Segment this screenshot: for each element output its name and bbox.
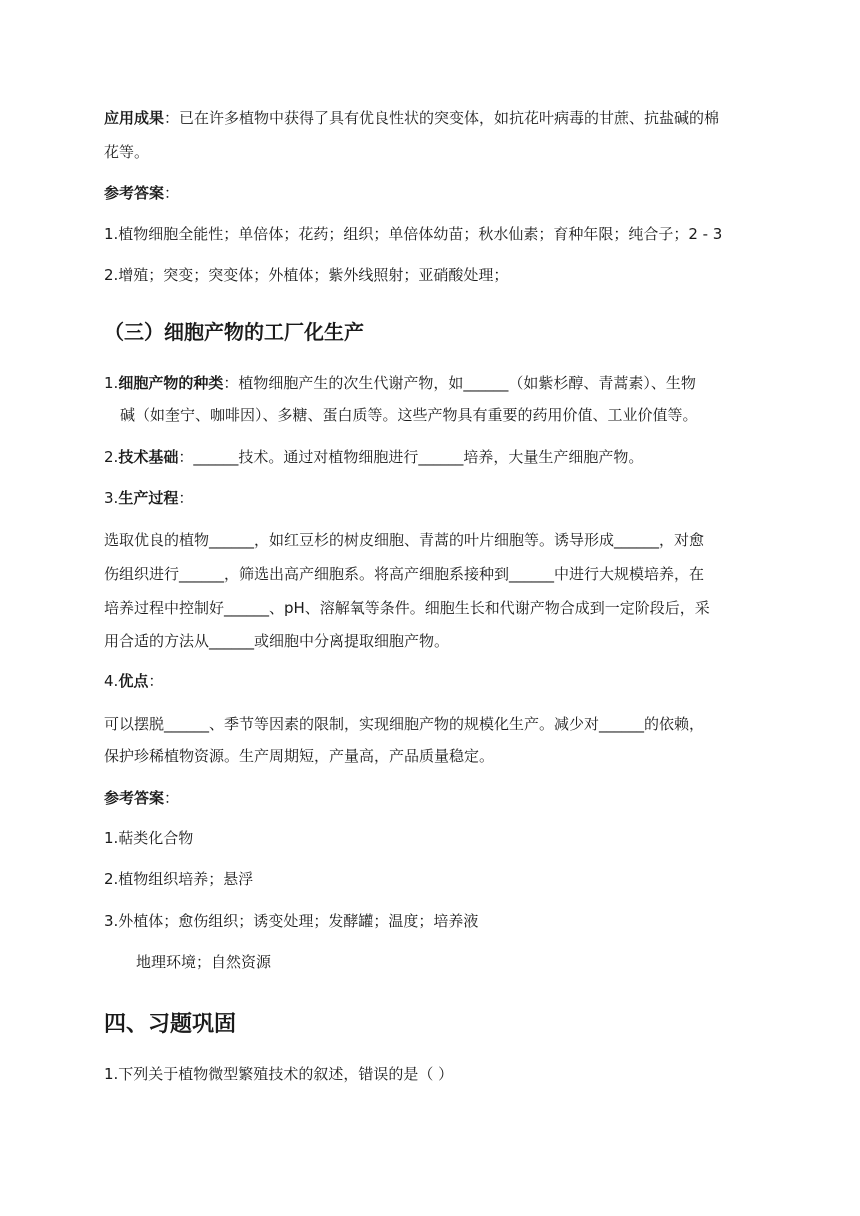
item-4-heading [104,670,163,692]
apply-results-line-2: 花等。 [104,143,150,161]
item-4-label: 优点 [118,672,149,690]
answers-a-label: 参考答案 [104,184,165,202]
answers-b-label: 参考答案 [104,789,165,807]
item-4-body-2: 保护珍稀植物资源。生产周期短，产量高，产品质量稳定。 [104,747,495,765]
apply-results-label: 应用成果 [104,109,165,127]
answer-b-2: 2.植物组织培养；悬浮 [104,870,254,888]
apply-results-line-1 [104,107,719,129]
answer-a-2: 2.增殖；突变；突变体；外植体；紫外线照射；亚硝酸处理； [104,266,509,284]
item-3-number: 3. [104,489,119,507]
section-3-heading: （三）细胞产物的工厂化生产 [104,320,364,344]
item-1-label: 细胞产物的种类 [118,374,224,392]
item-1-number: 1. [104,374,119,392]
section-4-heading: 四、习题巩固 [104,1012,237,1037]
item-2-label: 技术基础 [118,448,179,466]
answers-a-colon: ： [164,184,180,202]
item-2-number: 2. [104,448,119,466]
item-1-line-1 [104,372,696,394]
item-3-colon: ： [178,489,194,507]
apply-results-text: ：已在许多植物中获得了具有优良性状的突变体，如抗花叶病毒的甘蔗、抗盐碱的棉 [164,109,720,127]
answer-a-1: 1.植物细胞全能性；单倍体；花药；组织；单倍体幼苗；秋水仙素；育种年限；纯合子；2 - 3 [104,225,723,243]
item-3-body-4: 用合适的方法从______或细胞中分离提取细胞产物。 [104,632,450,650]
answer-b-4: 地理环境；自然资源 [136,953,272,971]
question-1: 1.下列关于植物微型繁殖技术的叙述，错误的是（ ） [104,1065,454,1083]
item-2-line [104,446,643,468]
item-4-body-1: 可以摆脱______、季节等因素的限制，实现细胞产物的规模化生产。减少对______的依赖， [104,715,705,733]
item-1-line-2: 碱（如奎宁、咖啡因）、多糖、蛋白质等。这些产物具有重要的药用价值、工业价值等。 [120,406,698,424]
answer-b-3: 3.外植体；愈伤组织；诱变处理；发酵罐；温度；培养液 [104,912,479,930]
item-3-label: 生产过程 [118,489,179,507]
item-3-heading [104,487,193,509]
item-3-body-1: 选取优良的植物______，如红豆杉的树皮细胞、青蒿的叶片细胞等。诱导形成______，对愈 [104,531,705,549]
item-4-number: 4. [104,672,119,690]
item-3-body-3: 培养过程中控制好______、pH、溶解氧等条件。细胞生长和代谢产物合成到一定阶段后，采 [104,599,710,617]
answers-b-heading [104,787,179,809]
item-2-text: ：______技术。通过对植物细胞进行______培养，大量生产细胞产物。 [178,448,644,466]
item-3-body-2: 伤组织进行______，筛选出高产细胞系。将高产细胞系接种到______中进行大规模培养，在 [104,565,705,583]
answer-b-1: 1.萜类化合物 [104,829,194,847]
answers-a-heading [104,182,179,204]
item-1-text: ：植物细胞产生的次生代谢产物，如______（如紫杉醇、青蒿素）、生物 [223,374,696,392]
item-4-colon: ： [148,672,164,690]
answers-b-colon: ： [164,789,180,807]
